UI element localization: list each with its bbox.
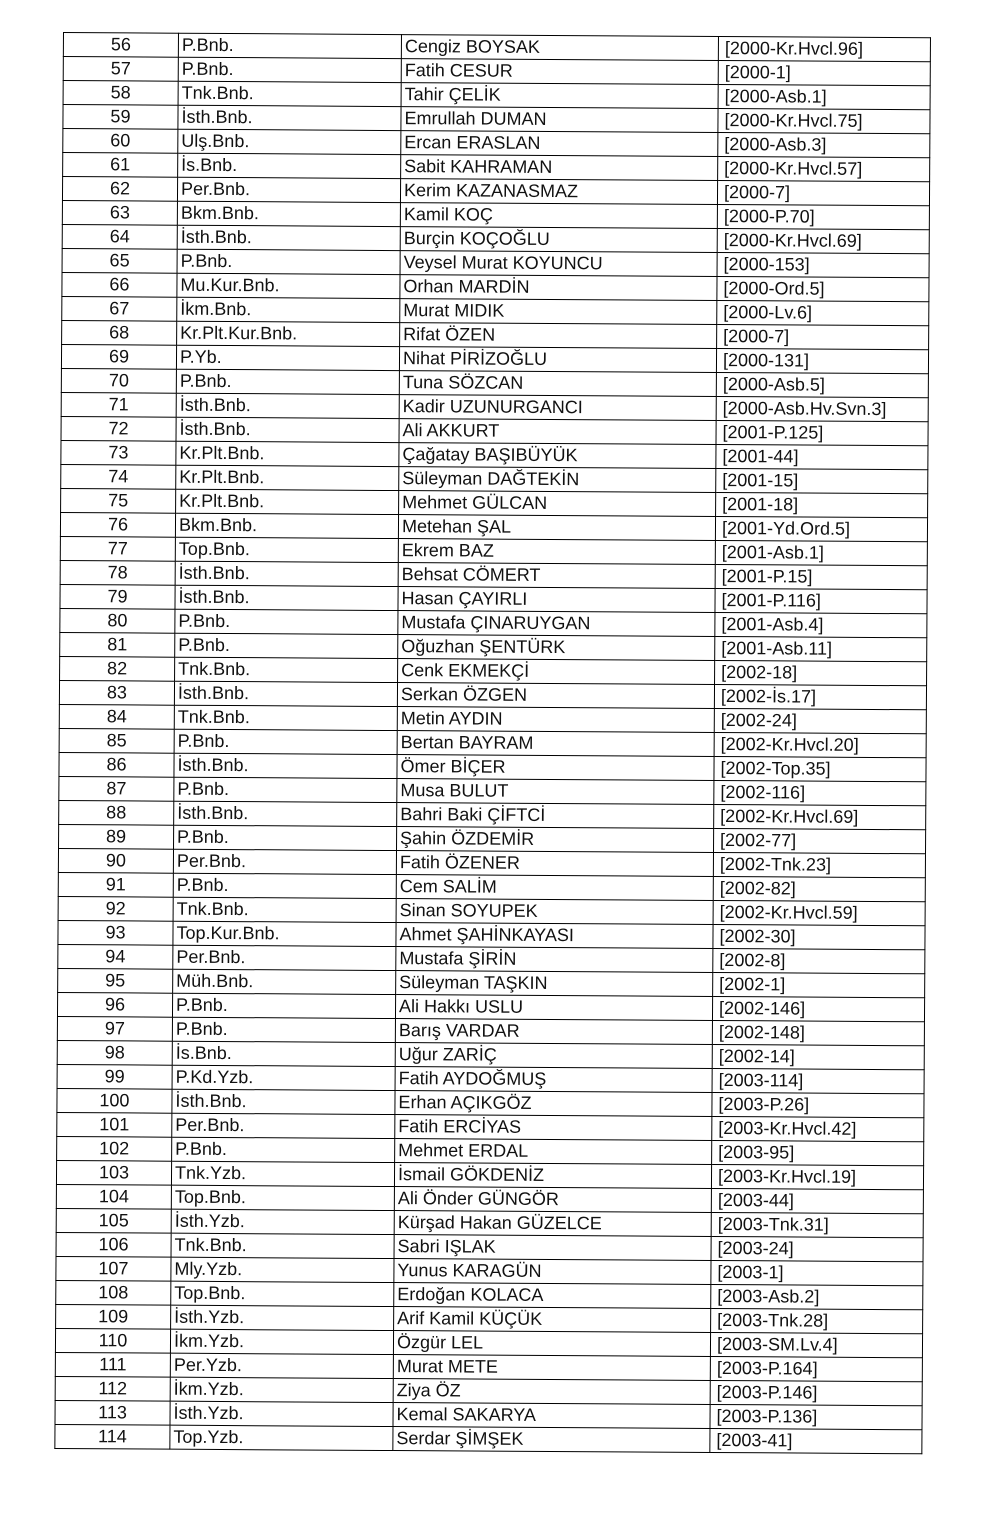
row-number: 105 xyxy=(56,1208,171,1233)
rank-cell: Tnk.Bnb. xyxy=(178,81,401,106)
name-cell: Musa BULUT xyxy=(397,779,714,805)
code-cell: [2000-Asb.Hv.Svn.3] xyxy=(716,396,928,421)
code-cell: [2003-44] xyxy=(711,1188,923,1213)
name-cell: Bertan BAYRAM xyxy=(397,731,714,757)
name-cell: Ali Önder GÜNGÖR xyxy=(394,1187,711,1213)
row-number: 66 xyxy=(62,272,177,297)
name-cell: Barış VARDAR xyxy=(395,1019,712,1045)
rank-cell: Tnk.Bnb. xyxy=(173,897,396,922)
rank-cell: P.Bnb. xyxy=(175,609,398,634)
name-cell: Behsat CÖMERT xyxy=(398,563,715,589)
name-cell: Metin AYDIN xyxy=(397,707,714,733)
code-cell: [2002-Top.35] xyxy=(714,756,926,781)
rank-cell: İsth.Bnb. xyxy=(174,681,397,706)
name-cell: Kürşad Hakan GÜZELCE xyxy=(394,1211,711,1237)
name-cell: İsmail GÖKDENİZ xyxy=(394,1163,711,1189)
row-number: 94 xyxy=(58,944,173,969)
name-cell: Süleyman TAŞKIN xyxy=(396,971,713,997)
code-cell: [2002-146] xyxy=(712,996,924,1021)
row-number: 58 xyxy=(63,81,178,106)
row-number: 95 xyxy=(58,968,173,993)
name-cell: Çağatay BAŞIBÜYÜK xyxy=(399,443,716,469)
row-number: 78 xyxy=(60,560,175,585)
name-cell: Kemal SAKARYA xyxy=(393,1403,710,1429)
rank-cell: Per.Bnb. xyxy=(173,849,396,874)
code-cell: [2000-Kr.Hvcl.69] xyxy=(717,229,929,254)
rank-cell: Top.Yzb. xyxy=(170,1425,393,1450)
name-cell: Emrullah DUMAN xyxy=(401,107,718,133)
name-cell: Hasan ÇAYIRLI xyxy=(398,587,715,613)
rank-cell: Bkm.Bnb. xyxy=(177,201,400,226)
name-cell: Ziya ÖZ xyxy=(393,1379,710,1405)
row-number: 87 xyxy=(59,776,174,801)
row-number: 86 xyxy=(59,752,174,777)
code-cell: [2003-114] xyxy=(712,1068,924,1093)
rank-cell: Top.Bnb. xyxy=(171,1185,394,1210)
name-cell: Bahri Baki ÇİFTCİ xyxy=(397,803,714,829)
name-cell: Fatih ÖZENER xyxy=(396,851,713,877)
row-number: 75 xyxy=(61,488,176,513)
code-cell: [2003-P.26] xyxy=(712,1092,924,1117)
code-cell: [2002-Kr.Hvcl.69] xyxy=(714,804,926,829)
row-number: 72 xyxy=(61,416,176,441)
rank-cell: Tnk.Yzb. xyxy=(171,1161,394,1186)
code-cell: [2002-82] xyxy=(713,876,925,901)
row-number: 111 xyxy=(55,1352,170,1377)
name-cell: Murat METE xyxy=(393,1355,710,1381)
rank-cell: Mu.Kur.Bnb. xyxy=(177,273,400,298)
name-cell: Ömer BİÇER xyxy=(397,755,714,781)
code-cell: [2002-8] xyxy=(713,948,925,973)
code-cell: [2003-P.136] xyxy=(710,1404,922,1429)
name-cell: Mustafa ÇINARUYGAN xyxy=(398,611,715,637)
name-cell: Ali Hakkı USLU xyxy=(395,995,712,1021)
rank-cell: İsth.Bnb. xyxy=(176,393,399,418)
row-number: 97 xyxy=(57,1016,172,1041)
row-number: 69 xyxy=(61,344,176,369)
code-cell: [2000-Asb.3] xyxy=(718,133,930,158)
rank-cell: Per.Bnb. xyxy=(177,177,400,202)
rank-cell: İs.Bnb. xyxy=(172,1041,395,1066)
name-cell: Arif Kamil KÜÇÜK xyxy=(394,1307,711,1333)
name-cell: Murat MIDIK xyxy=(400,299,717,325)
code-cell: [2003-Asb.2] xyxy=(711,1284,923,1309)
rank-cell: Kr.Plt.Bnb. xyxy=(176,441,399,466)
code-cell: [2000-Ord.5] xyxy=(717,276,929,301)
row-number: 100 xyxy=(57,1088,172,1113)
row-number: 89 xyxy=(59,824,174,849)
rank-cell: P.Bnb. xyxy=(178,33,401,58)
name-cell: Burçin KOÇOĞLU xyxy=(400,227,717,253)
rank-cell: Ulş.Bnb. xyxy=(178,129,401,154)
row-number: 67 xyxy=(62,296,177,321)
row-number: 68 xyxy=(62,320,177,345)
code-cell: [2002-İs.17] xyxy=(714,684,926,709)
row-number: 74 xyxy=(61,464,176,489)
name-cell: Cem SALİM xyxy=(396,875,713,901)
rank-cell: İsth.Bnb. xyxy=(177,225,400,250)
code-cell: [2000-7] xyxy=(717,181,929,206)
name-cell: Fatih AYDOĞMUŞ xyxy=(395,1067,712,1093)
rank-cell: Kr.Plt.Kur.Bnb. xyxy=(177,321,400,346)
rank-cell: İsth.Bnb. xyxy=(178,105,401,130)
rank-cell: P.Bnb. xyxy=(175,633,398,658)
rank-cell: P.Bnb. xyxy=(173,873,396,898)
code-cell: [2000-153] xyxy=(717,253,929,278)
name-cell: Sinan SOYUPEK xyxy=(396,899,713,925)
row-number: 98 xyxy=(57,1040,172,1065)
name-cell: Mustafa ŞİRİN xyxy=(396,947,713,973)
rank-cell: P.Kd.Yzb. xyxy=(172,1065,395,1090)
row-number: 107 xyxy=(56,1256,171,1281)
code-cell: [2003-P.146] xyxy=(710,1380,922,1405)
name-cell: Serdar ŞİMŞEK xyxy=(393,1427,710,1453)
code-cell: [2000-1] xyxy=(718,61,930,86)
code-cell: [2002-30] xyxy=(713,924,925,949)
code-cell: [2002-148] xyxy=(712,1020,924,1045)
rank-cell: Mly.Yzb. xyxy=(171,1257,394,1282)
code-cell: [2003-Kr.Hvcl.19] xyxy=(711,1164,923,1189)
rank-cell: Bkm.Bnb. xyxy=(175,513,398,538)
personnel-table-body xyxy=(55,33,931,1454)
rank-cell: Top.Kur.Bnb. xyxy=(173,921,396,946)
name-cell: Uğur ZARİÇ xyxy=(395,1043,712,1069)
name-cell: Oğuzhan ŞENTÜRK xyxy=(398,635,715,661)
row-number: 114 xyxy=(55,1424,170,1449)
rank-cell: İsth.Bnb. xyxy=(174,801,397,826)
code-cell: [2000-7] xyxy=(717,324,929,349)
code-cell: [2000-Kr.Hvcl.96] xyxy=(718,37,930,62)
rank-cell: Tnk.Bnb. xyxy=(171,1233,394,1258)
row-number: 88 xyxy=(59,800,174,825)
name-cell: Süleyman DAĞTEKİN xyxy=(399,467,716,493)
row-number: 59 xyxy=(63,105,178,130)
name-cell: Tahir ÇELİK xyxy=(401,83,718,109)
row-number: 80 xyxy=(60,608,175,633)
code-cell: [2001-15] xyxy=(716,468,928,493)
code-cell: [2000-Kr.Hvcl.57] xyxy=(718,157,930,182)
row-number: 90 xyxy=(58,848,173,873)
code-cell: [2001-Asb.4] xyxy=(715,612,927,637)
name-cell: Kamil KOÇ xyxy=(400,203,717,229)
code-cell: [2003-95] xyxy=(712,1140,924,1165)
rank-cell: Kr.Plt.Bnb. xyxy=(176,489,399,514)
name-cell: Ercan ERASLAN xyxy=(401,131,718,157)
name-cell: Mehmet ERDAL xyxy=(395,1139,712,1165)
rank-cell: P.Bnb. xyxy=(174,777,397,802)
name-cell: Kadir UZUNURGANCI xyxy=(399,395,716,421)
code-cell: [2002-77] xyxy=(714,828,926,853)
rank-cell: P.Bnb. xyxy=(172,1137,395,1162)
code-cell: [2003-Tnk.28] xyxy=(711,1308,923,1333)
code-cell: [2001-P.125] xyxy=(716,420,928,445)
row-number: 91 xyxy=(58,872,173,897)
row-number: 81 xyxy=(60,632,175,657)
row-number: 63 xyxy=(62,200,177,225)
row-number: 96 xyxy=(57,992,172,1017)
row-number: 79 xyxy=(60,584,175,609)
rank-cell: Kr.Plt.Bnb. xyxy=(176,465,399,490)
code-cell: [2001-Asb.1] xyxy=(715,540,927,565)
row-number: 70 xyxy=(61,368,176,393)
row-number: 101 xyxy=(57,1112,172,1137)
rank-cell: İsth.Bnb. xyxy=(175,561,398,586)
rank-cell: Per.Bnb. xyxy=(172,1113,395,1138)
code-cell: [2000-131] xyxy=(716,348,928,373)
code-cell: [2000-P.70] xyxy=(717,205,929,230)
row-number: 56 xyxy=(63,33,178,58)
rank-cell: İsth.Bnb. xyxy=(172,1089,395,1114)
name-cell: Özgür LEL xyxy=(393,1331,710,1357)
row-number: 110 xyxy=(55,1328,170,1353)
code-cell: [2001-P.15] xyxy=(715,564,927,589)
row-number: 62 xyxy=(62,177,177,202)
row-number: 77 xyxy=(60,536,175,561)
rank-cell: İsth.Bnb. xyxy=(175,585,398,610)
name-cell: Fatih ERCİYAS xyxy=(395,1115,712,1141)
row-number: 92 xyxy=(58,896,173,921)
name-cell: Fatih CESUR xyxy=(401,59,718,85)
code-cell: [2001-18] xyxy=(716,492,928,517)
row-number: 71 xyxy=(61,392,176,417)
rank-cell: Top.Bnb. xyxy=(171,1281,394,1306)
name-cell: Mehmet GÜLCAN xyxy=(399,491,716,517)
row-number: 61 xyxy=(63,153,178,178)
code-cell: [2002-14] xyxy=(712,1044,924,1069)
table-row xyxy=(55,1424,922,1453)
row-number: 102 xyxy=(57,1136,172,1161)
rank-cell: Müh.Bnb. xyxy=(173,969,396,994)
code-cell: [2000-Asb.1] xyxy=(718,85,930,110)
rank-cell: P.Bnb. xyxy=(172,1017,395,1042)
row-number: 106 xyxy=(56,1232,171,1257)
code-cell: [2003-P.164] xyxy=(710,1356,922,1381)
code-cell: [2003-SM.Lv.4] xyxy=(710,1332,922,1357)
name-cell: Sabit KAHRAMAN xyxy=(401,155,718,181)
code-cell: [2003-Kr.Hvcl.42] xyxy=(712,1116,924,1141)
row-number: 82 xyxy=(60,656,175,681)
name-cell: Şahin ÖZDEMİR xyxy=(397,827,714,853)
name-cell: Cenk EKMEKÇİ xyxy=(398,659,715,685)
row-number: 99 xyxy=(57,1064,172,1089)
rank-cell: P.Bnb. xyxy=(174,825,397,850)
rank-cell: P.Bnb. xyxy=(178,57,401,82)
name-cell: Erhan AÇIKGÖZ xyxy=(395,1091,712,1117)
name-cell: Yunus KARAGÜN xyxy=(394,1259,711,1285)
row-number: 76 xyxy=(60,512,175,537)
row-number: 104 xyxy=(56,1184,171,1209)
code-cell: [2000-Lv.6] xyxy=(717,300,929,325)
name-cell: Ahmet ŞAHİNKAYASI xyxy=(396,923,713,949)
rank-cell: P.Bnb. xyxy=(172,993,395,1018)
row-number: 93 xyxy=(58,920,173,945)
name-cell: Sabri IŞLAK xyxy=(394,1235,711,1261)
rank-cell: İkm.Yzb. xyxy=(170,1377,393,1402)
rank-cell: İsth.Yzb. xyxy=(171,1305,394,1330)
name-cell: Tuna SÖZCAN xyxy=(399,371,716,397)
name-cell: Serkan ÖZGEN xyxy=(397,683,714,709)
row-number: 84 xyxy=(59,704,174,729)
row-number: 85 xyxy=(59,728,174,753)
row-number: 57 xyxy=(63,57,178,82)
row-number: 73 xyxy=(61,440,176,465)
rank-cell: Tnk.Bnb. xyxy=(174,705,397,730)
rank-cell: Tnk.Bnb. xyxy=(175,657,398,682)
rank-cell: Per.Yzb. xyxy=(170,1353,393,1378)
rank-cell: İsth.Bnb. xyxy=(176,417,399,442)
code-cell: [2002-24] xyxy=(714,708,926,733)
name-cell: Erdoğan KOLACA xyxy=(394,1283,711,1309)
row-number: 83 xyxy=(59,680,174,705)
name-cell: Rifat ÖZEN xyxy=(400,323,717,349)
rank-cell: P.Bnb. xyxy=(177,249,400,274)
rank-cell: P.Yb. xyxy=(176,345,399,370)
code-cell: [2001-44] xyxy=(716,444,928,469)
row-number: 60 xyxy=(63,129,178,154)
code-cell: [2002-18] xyxy=(715,660,927,685)
row-number: 108 xyxy=(56,1280,171,1305)
name-cell: Orhan MARDİN xyxy=(400,275,717,301)
code-cell: [2003-Tnk.31] xyxy=(711,1212,923,1237)
code-cell: [2003-41] xyxy=(710,1428,922,1453)
name-cell: Ekrem BAZ xyxy=(398,539,715,565)
name-cell: Cengiz BOYSAK xyxy=(401,35,718,61)
personnel-table xyxy=(54,32,931,1454)
name-cell: Nihat PİRİZOĞLU xyxy=(399,347,716,373)
row-number: 103 xyxy=(56,1160,171,1185)
rank-cell: İsth.Yzb. xyxy=(171,1209,394,1234)
row-number: 64 xyxy=(62,224,177,249)
row-number: 109 xyxy=(56,1304,171,1329)
name-cell: Veysel Murat KOYUNCU xyxy=(400,251,717,277)
code-cell: [2000-Asb.5] xyxy=(716,372,928,397)
name-cell: Ali AKKURT xyxy=(399,419,716,445)
rank-cell: İkm.Bnb. xyxy=(177,297,400,322)
code-cell: [2003-24] xyxy=(711,1236,923,1261)
code-cell: [2002-Kr.Hvcl.59] xyxy=(713,900,925,925)
code-cell: [2002-1] xyxy=(713,972,925,997)
rank-cell: İs.Bnb. xyxy=(178,153,401,178)
rank-cell: Top.Bnb. xyxy=(175,537,398,562)
rank-cell: İsth.Yzb. xyxy=(170,1401,393,1426)
name-cell: Kerim KAZANASMAZ xyxy=(400,179,717,205)
code-cell: [2003-1] xyxy=(711,1260,923,1285)
name-cell: Metehan ŞAL xyxy=(398,515,715,541)
code-cell: [2001-Yd.Ord.5] xyxy=(715,516,927,541)
code-cell: [2001-Asb.11] xyxy=(715,636,927,661)
row-number: 113 xyxy=(55,1400,170,1425)
code-cell: [2002-Tnk.23] xyxy=(713,852,925,877)
row-number: 112 xyxy=(55,1376,170,1401)
code-cell: [2002-116] xyxy=(714,780,926,805)
rank-cell: İsth.Bnb. xyxy=(174,753,397,778)
code-cell: [2000-Kr.Hvcl.75] xyxy=(718,109,930,134)
code-cell: [2002-Kr.Hvcl.20] xyxy=(714,732,926,757)
rank-cell: P.Bnb. xyxy=(176,369,399,394)
rank-cell: Per.Bnb. xyxy=(173,945,396,970)
code-cell: [2001-P.116] xyxy=(715,588,927,613)
rank-cell: P.Bnb. xyxy=(174,729,397,754)
row-number: 65 xyxy=(62,248,177,273)
rank-cell: İkm.Yzb. xyxy=(170,1329,393,1354)
